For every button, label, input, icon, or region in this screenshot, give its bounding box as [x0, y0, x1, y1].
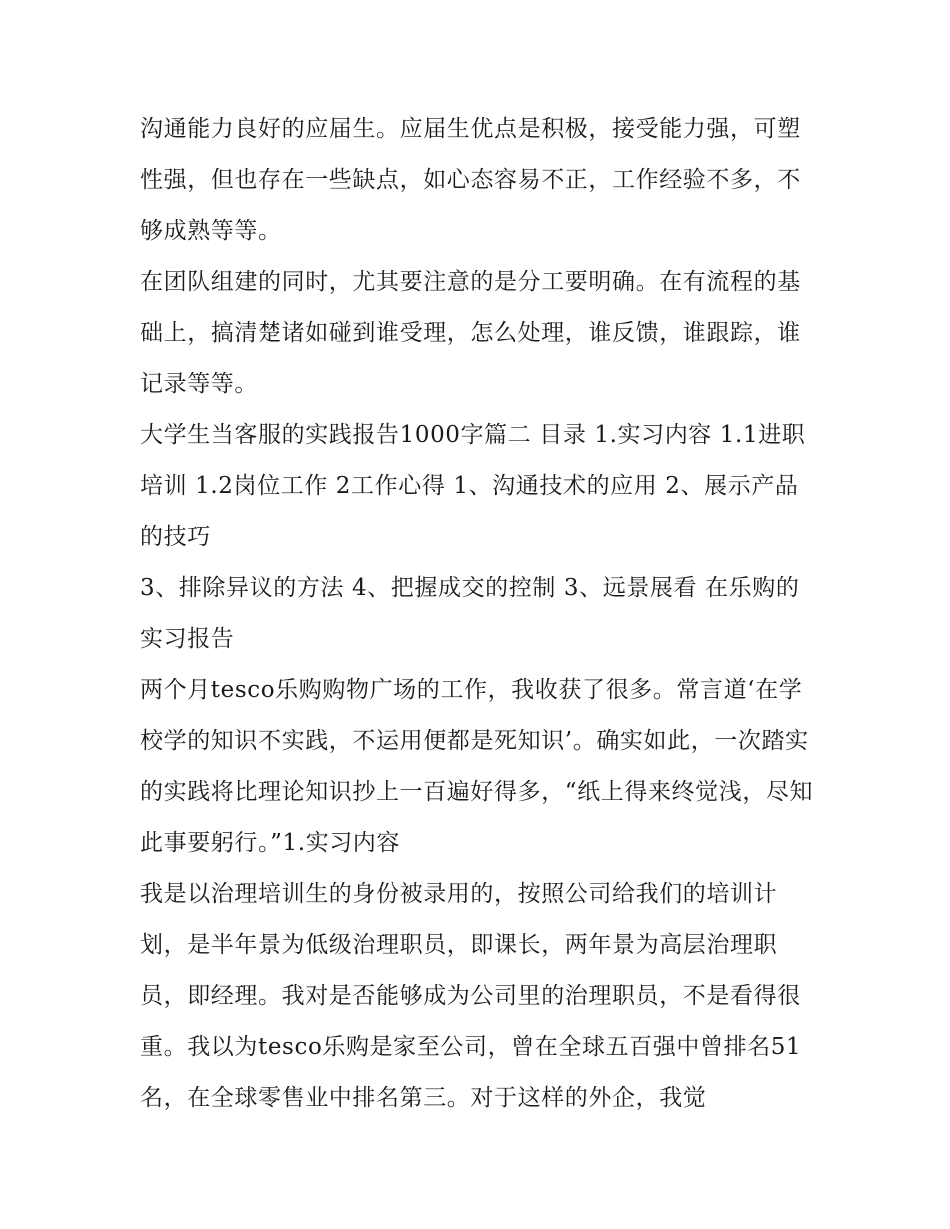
paragraph-2: 在团队组建的同时，尤其要注意的是分工要明确。在有流程的基础上，搞清楚诸如碰到谁受理，怎么处理，谁反馈，谁跟踪，谁记录等等。 [140, 269, 801, 397]
paragraph-4: 3、排除异议的方法 4、把握成交的控制 3、远景展看 在乐购的实习报告 [140, 575, 800, 652]
paragraph-5: 两个月tesco乐购购物广场的工作，我收获了很多。常言道‘在学校学的知识不实践，不运用便都是死知识’。确实如此，一次踏实的实践将比理论知识抄上一百遍好得多，“纸上得来终觉浅，尽知此事要躬行。”1.实习内容 [140, 677, 814, 856]
paragraph-1: 沟通能力良好的应届生。应届生优点是积极，接受能力强，可塑性强，但也存在一些缺点，如心态容易不正，工作经验不多，不够成熟等等。 [140, 116, 801, 244]
paragraph-3: 大学生当客服的实践报告1000字篇二 目录 1.实习内容 1.1进职培训 1.2岗位工作 2工作心得 1、沟通技术的应用 2、展示产品的技巧 [140, 422, 806, 550]
paragraph-6: 我是以治理培训生的身份被录用的，按照公司给我们的培训计划，是半年景为低级治理职员，即课长，两年景为高层治理职员，即经理。我对是否能够成为公司里的治理职员，不是看得很重。我以为tesco乐购是家至公司，曾在全球五百强中曾排名51名，在全球零售业中排名第三。对于这样的外企，我觉 [140, 881, 802, 1111]
document-body [140, 104, 820, 1124]
